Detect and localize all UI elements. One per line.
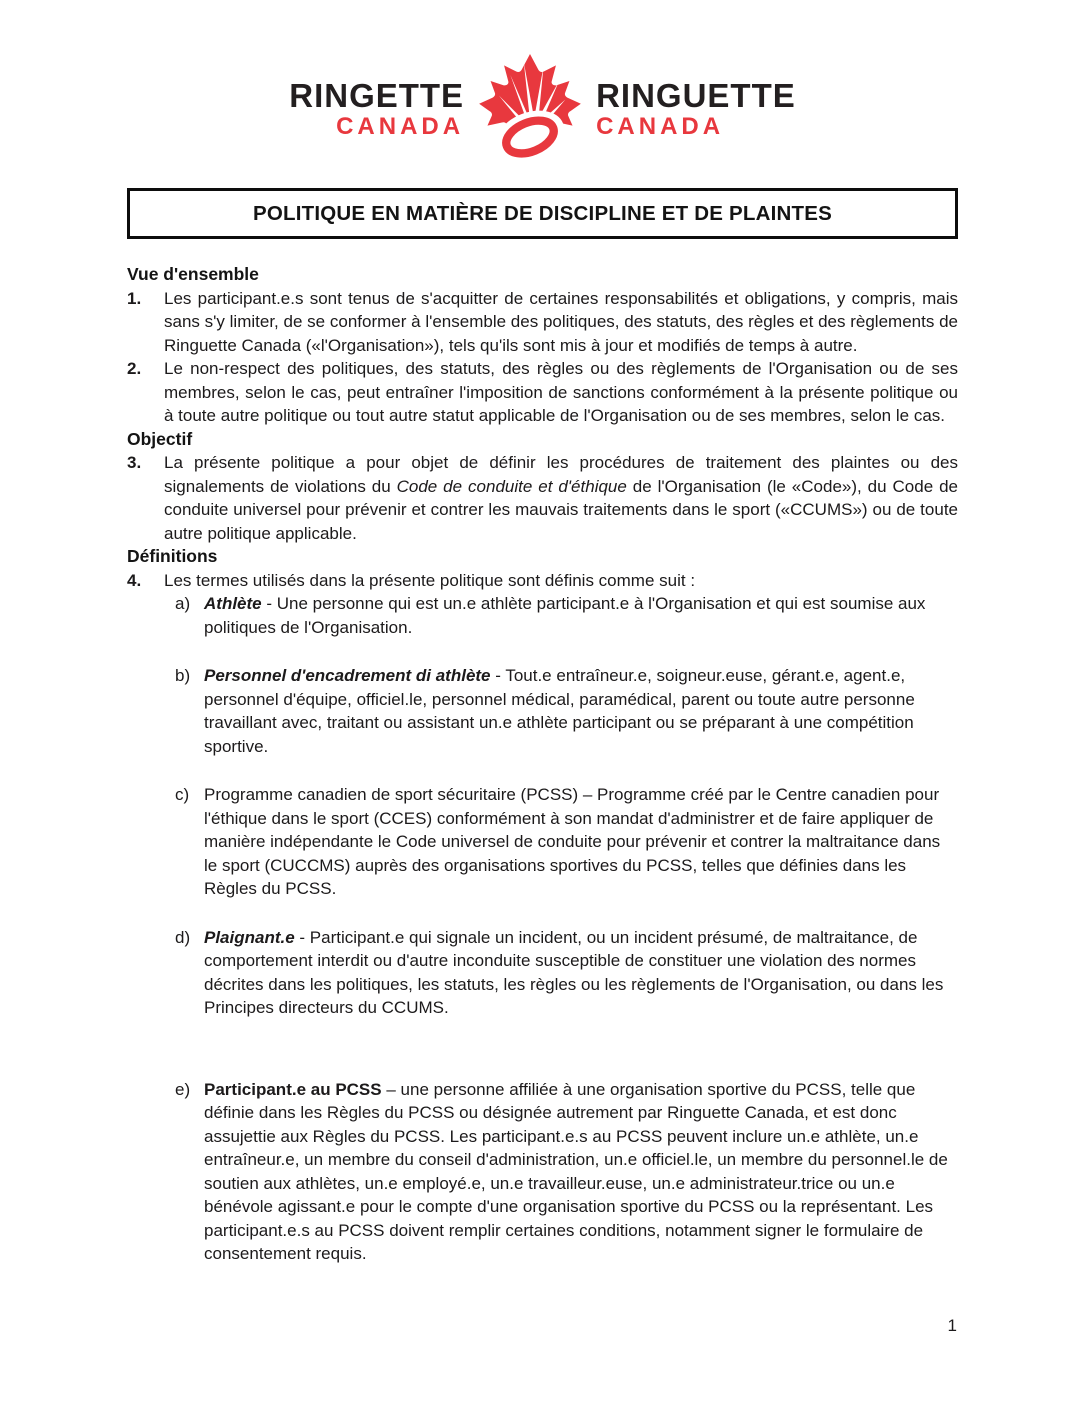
logo-country-english: CANADA bbox=[336, 113, 465, 140]
logo-brand-french: RINGUETTE bbox=[596, 77, 796, 114]
section-heading-definitions: Définitions bbox=[127, 546, 218, 566]
logo-wordmark-french bbox=[596, 79, 796, 139]
document-title-box bbox=[127, 188, 958, 239]
definition-letter: e) bbox=[175, 1079, 191, 1099]
logo-country-french: CANADA bbox=[596, 113, 725, 140]
definition-letter: c) bbox=[175, 785, 190, 804]
section-heading-objective: Objectif bbox=[127, 428, 193, 449]
item-number: 3. bbox=[127, 453, 142, 472]
definition-letter: b) bbox=[175, 666, 191, 685]
definition-letter: d) bbox=[175, 927, 191, 947]
numbered-item-2 bbox=[127, 357, 958, 428]
item-number: 4. bbox=[127, 570, 142, 590]
item-number: 2. bbox=[127, 359, 142, 378]
item-text-plain: La présente politique a pour objet de définir les procédures de traitement des plaintes ou des signalements de violations du bbox=[164, 453, 958, 496]
numbered-item-1 bbox=[127, 287, 958, 358]
item-text: Le non-respect des politiques, des statuts, des règles ou des règlements de l'Organisation ou de ses membres, selon le cas, peut entraîner l'imposition de sanctions conformément à la présente politique ou à toute autre politique ou tout autre statut applicable de l'Organisation ou de ses membres, selon le cas. bbox=[164, 359, 958, 425]
section-heading-overview: Vue d'ensemble bbox=[127, 264, 259, 284]
definition-letter: a) bbox=[175, 594, 191, 613]
definition-separator: – bbox=[381, 1079, 401, 1099]
logo bbox=[127, 54, 958, 164]
definition-separator: - bbox=[490, 666, 506, 685]
logo-brand-english: RINGETTE bbox=[289, 77, 465, 114]
definition-term: Participant.e au PCSS bbox=[204, 1079, 382, 1099]
item-text-plain: de l'Organisation (le «Code»), du Code de conduite universel pour prévenir et contrer les mauvais traitements dans le sport («CCUMS») ou de toute autre politique applicable. bbox=[164, 476, 959, 543]
definition-item-d bbox=[127, 926, 958, 1020]
definition-text: Programme canadien de sport sécuritaire (PCSS) – Programme créé par le Centre canadien pour l'éthique dans le sport (CCES) conformément à son mandat d'administrer et de faire appliquer de manière indépendante le Code universel de conduite pour prévenir et contrer la maltraitance dans le sport (CUCCMS) auprès des organisations sportives du PCSS, telles que définies dans les Règles du PCSS. bbox=[204, 785, 941, 898]
definition-text: Participant.e qui signale un incident, ou un incident présumé, de maltraitance, de comportement interdit ou d'autre inconduite susceptible de constituer une violation des normes décrites dans les politiques, les statuts, les règles ou les règlements de l'Organisation, ou dans les Principes directeurs du CCUMS. bbox=[204, 927, 944, 1017]
numbered-item-4 bbox=[127, 569, 958, 593]
document-title: POLITIQUE EN MATIÈRE DE DISCIPLINE ET DE PLAINTES bbox=[253, 202, 832, 225]
definition-text: Une personne qui est un.e athlète participant.e à l'Organisation et qui est soumise aux politiques de l'Organisation. bbox=[204, 594, 926, 637]
item-text bbox=[164, 453, 958, 543]
definition-text: une personne affiliée à une organisation sportive du PCSS, telle que définie dans les Règles du PCSS ou désignée autrement par Ringuette Canada, et est donc assujettie aux Règles du PCSS. Les participant.e.s au PCSS peuvent inclure un.e athlète, un.e entraîneur.e, un membre du conseil d'administration, un.e officiel.le, un membre du personnel.le de soutien aux athlètes, un.e employé.e, un.e travailleur.euse, un.e administrateur.trice ou un.e bénévole agissant.e pour le compte d'une organisation sportive du PCSS ou la représentant. Les participant.e.s au PCSS doivent remplir certaines conditions, notamment signer le formulaire de consentement requis. bbox=[204, 1079, 948, 1263]
definition-term: Plaignant.e bbox=[204, 927, 295, 947]
item-text: Les participant.e.s sont tenus de s'acquitter de certaines responsabilités et obligations, y compris, mais sans s'y limiter, de se conformer à l'ensemble des politiques, des statuts, des règles et des règlements de Ringuette Canada («l'Organisation»), tels qu'ils sont mis à jour et modifiés de temps à autre. bbox=[164, 288, 958, 355]
numbered-item-3 bbox=[127, 451, 958, 545]
definition-item-c bbox=[127, 783, 958, 901]
definition-separator: - bbox=[294, 927, 310, 947]
definition-item-b bbox=[127, 664, 958, 758]
page-number: 1 bbox=[947, 1316, 957, 1335]
definition-item-a bbox=[127, 592, 958, 639]
item-text-italic: Code de conduite et d'éthique bbox=[396, 476, 627, 496]
item-text: Les termes utilisés dans la présente politique sont définis comme suit : bbox=[164, 570, 696, 590]
definition-term: Personnel d'encadrement di athlète bbox=[204, 666, 491, 685]
item-number: 1. bbox=[127, 288, 142, 308]
definition-item-e bbox=[127, 1078, 958, 1266]
document-body bbox=[127, 263, 958, 1266]
logo-wordmark-english bbox=[289, 79, 464, 139]
definition-separator: - bbox=[261, 594, 277, 613]
definition-text: Tout.e entraîneur.e, soigneur.euse, gérant.e, agent.e, personnel d'équipe, officiel.le, personnel médical, paramédical, parent ou toute autre personne travaillant avec, traitant ou assistant un.e athlète participant ou se préparant à une compétition sportive. bbox=[204, 666, 915, 756]
maple-leaf-ring-icon bbox=[478, 54, 582, 164]
definition-term: Athlète bbox=[204, 594, 262, 613]
